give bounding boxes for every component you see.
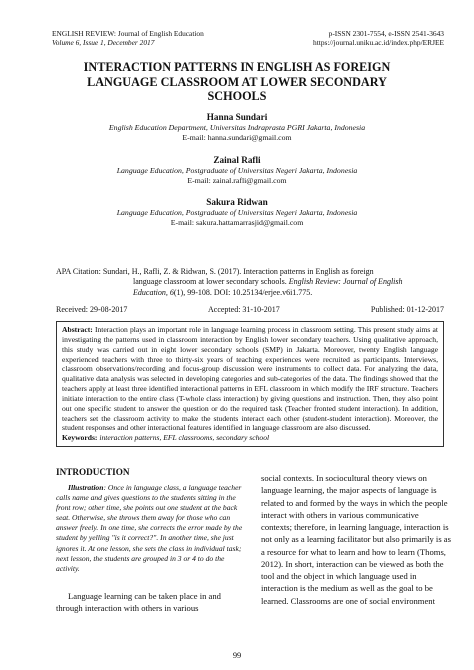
abstract-label: Abstract: — [62, 325, 93, 334]
right-column: social contexts. In sociocultural theory views on language learning, the major aspects of language is related to and formed by the ways in which the people interact with others in various communicative contexts; therefore, in learning language, interaction is not only as a learning facilitator but also primarily is as a resource for what to learn and how to learn (Thoms, 2012). In short, interaction can be viewed as both the tool and the object in which language used in interaction is the medium as well as the goal to be learned. Classrooms are one of social environment — [261, 473, 451, 606]
illustration-paragraph — [56, 483, 246, 574]
abstract-box — [56, 321, 444, 447]
author-block — [40, 196, 434, 228]
paper-title — [40, 60, 434, 104]
illustration-text: : Once in language class, a language teacher calls name and gives questions to the students sitting in the front row; other time, she points out one student at the back seat. Otherwise, she throws them away for those who can answer freely. In one time, she corrects the error made by the student by yelling "is it correct?". In another time, she just ignores it. At one lesson, she sets the class in individual task; next lesson, the students are grouped in 3 or 4 to do the activity. — [56, 483, 243, 573]
page-number: 99 — [232, 651, 242, 660]
left-column — [56, 483, 246, 614]
illustration-label: Illustration — [68, 483, 104, 492]
issue-info: Volume 6, Issue 1, December 2017 — [52, 38, 155, 47]
keywords-text: interaction patterns, EFL classrooms, secondary school — [97, 433, 270, 443]
section-heading: INTRODUCTION — [56, 467, 130, 477]
body-paragraph: Language learning can be taken place in and through interaction with others in various — [56, 590, 221, 614]
author-name: Zainal Rafli — [213, 155, 261, 165]
author-block — [40, 111, 434, 143]
citation-journal: English Review: Journal of English — [288, 277, 403, 287]
author-email[interactable]: E-mail: sakura.hattamarrasjid@gmail.com — [170, 218, 304, 227]
author-name: Hanna Sundari — [206, 112, 268, 122]
received-date: Received: 29-08-2017 — [56, 305, 128, 314]
journal-name: ENGLISH REVIEW: Journal of English Education — [52, 29, 204, 38]
title-line: SCHOOLS — [207, 89, 267, 104]
author-email[interactable]: E-mail: hanna.sundari@gmail.com — [182, 133, 292, 142]
published-date: Published: 01-12-2017 — [370, 305, 444, 314]
citation-text: Sundari, H., Rafli, Z. & Ridwan, S. (2017). Interaction patterns in English as foreign — [102, 267, 374, 276]
author-affiliation: Language Education, Postgraduate of Universitas Negeri Jakarta, Indonesia — [116, 166, 358, 175]
title-line: LANGUAGE CLASSROOM AT LOWER SECONDARY — [87, 74, 387, 89]
issn: p-ISSN 2301-7554, e-ISSN 2541-3643 — [328, 29, 444, 38]
author-block — [40, 154, 434, 186]
title-line: INTERACTION PATTERNS IN ENGLISH AS FOREIGN — [83, 60, 391, 74]
author-affiliation: Language Education, Postgraduate of Universitas Negeri Jakarta, Indonesia — [116, 208, 358, 217]
keywords-label: Keywords: — [62, 433, 98, 443]
citation-text: language classroom at lower secondary schools. — [133, 277, 289, 287]
author-name: Sakura Ridwan — [206, 197, 268, 207]
accepted-date: Accepted: 31-10-2017 — [208, 305, 280, 314]
abstract-text: Interaction plays an important role in language learning process in classroom setting. This present study aims at investigating the patterns used in classroom interaction by English lower secondary teachers. Using qualitative approach, this study was carried out in eight lower secondary schools (SMP) in Jakarta. Moreover, twenty English language experienced teachers with three to thirty-six years of teaching experiences were recruited as participants. Interviews, classroom observations/recording and focus-group discussion were instruments to collect data. For analyzing the data, qualitative data analysis was selected in developing categories and sub-categories of the data. The findings showed that the teachers apply at least three identified interactional patterns in EFL classroom in which modify the IRF structure. Teachers initiate interaction to the entire class (T-whole class interaction) by giving questions and instruction. Then, they also point out one specific student to answer the question or do the required task (Teacher fronted student interaction). In addition, teachers set the classroom activity to make the students interact each other (student-student interaction). Moreover, the student responses and other interactional features identified in language classroom are also discussed. — [62, 325, 438, 433]
citation-label: APA Citation: — [56, 267, 101, 276]
author-email[interactable]: E-mail: zainal.rafli@gmail.com — [187, 176, 287, 185]
citation-doi[interactable]: (1), 99-108. DOI: 10.25134/erjee.v6i1.775. — [173, 287, 313, 297]
author-affiliation: English Education Department, Universitas Indraprasta PGRI Jakarta, Indonesia — [108, 123, 366, 132]
apa-citation — [56, 267, 444, 298]
citation-journal: Education, 6 — [133, 287, 174, 297]
journal-url[interactable]: https://journal.uniku.ac.id/index.php/ERJEE — [313, 38, 444, 47]
